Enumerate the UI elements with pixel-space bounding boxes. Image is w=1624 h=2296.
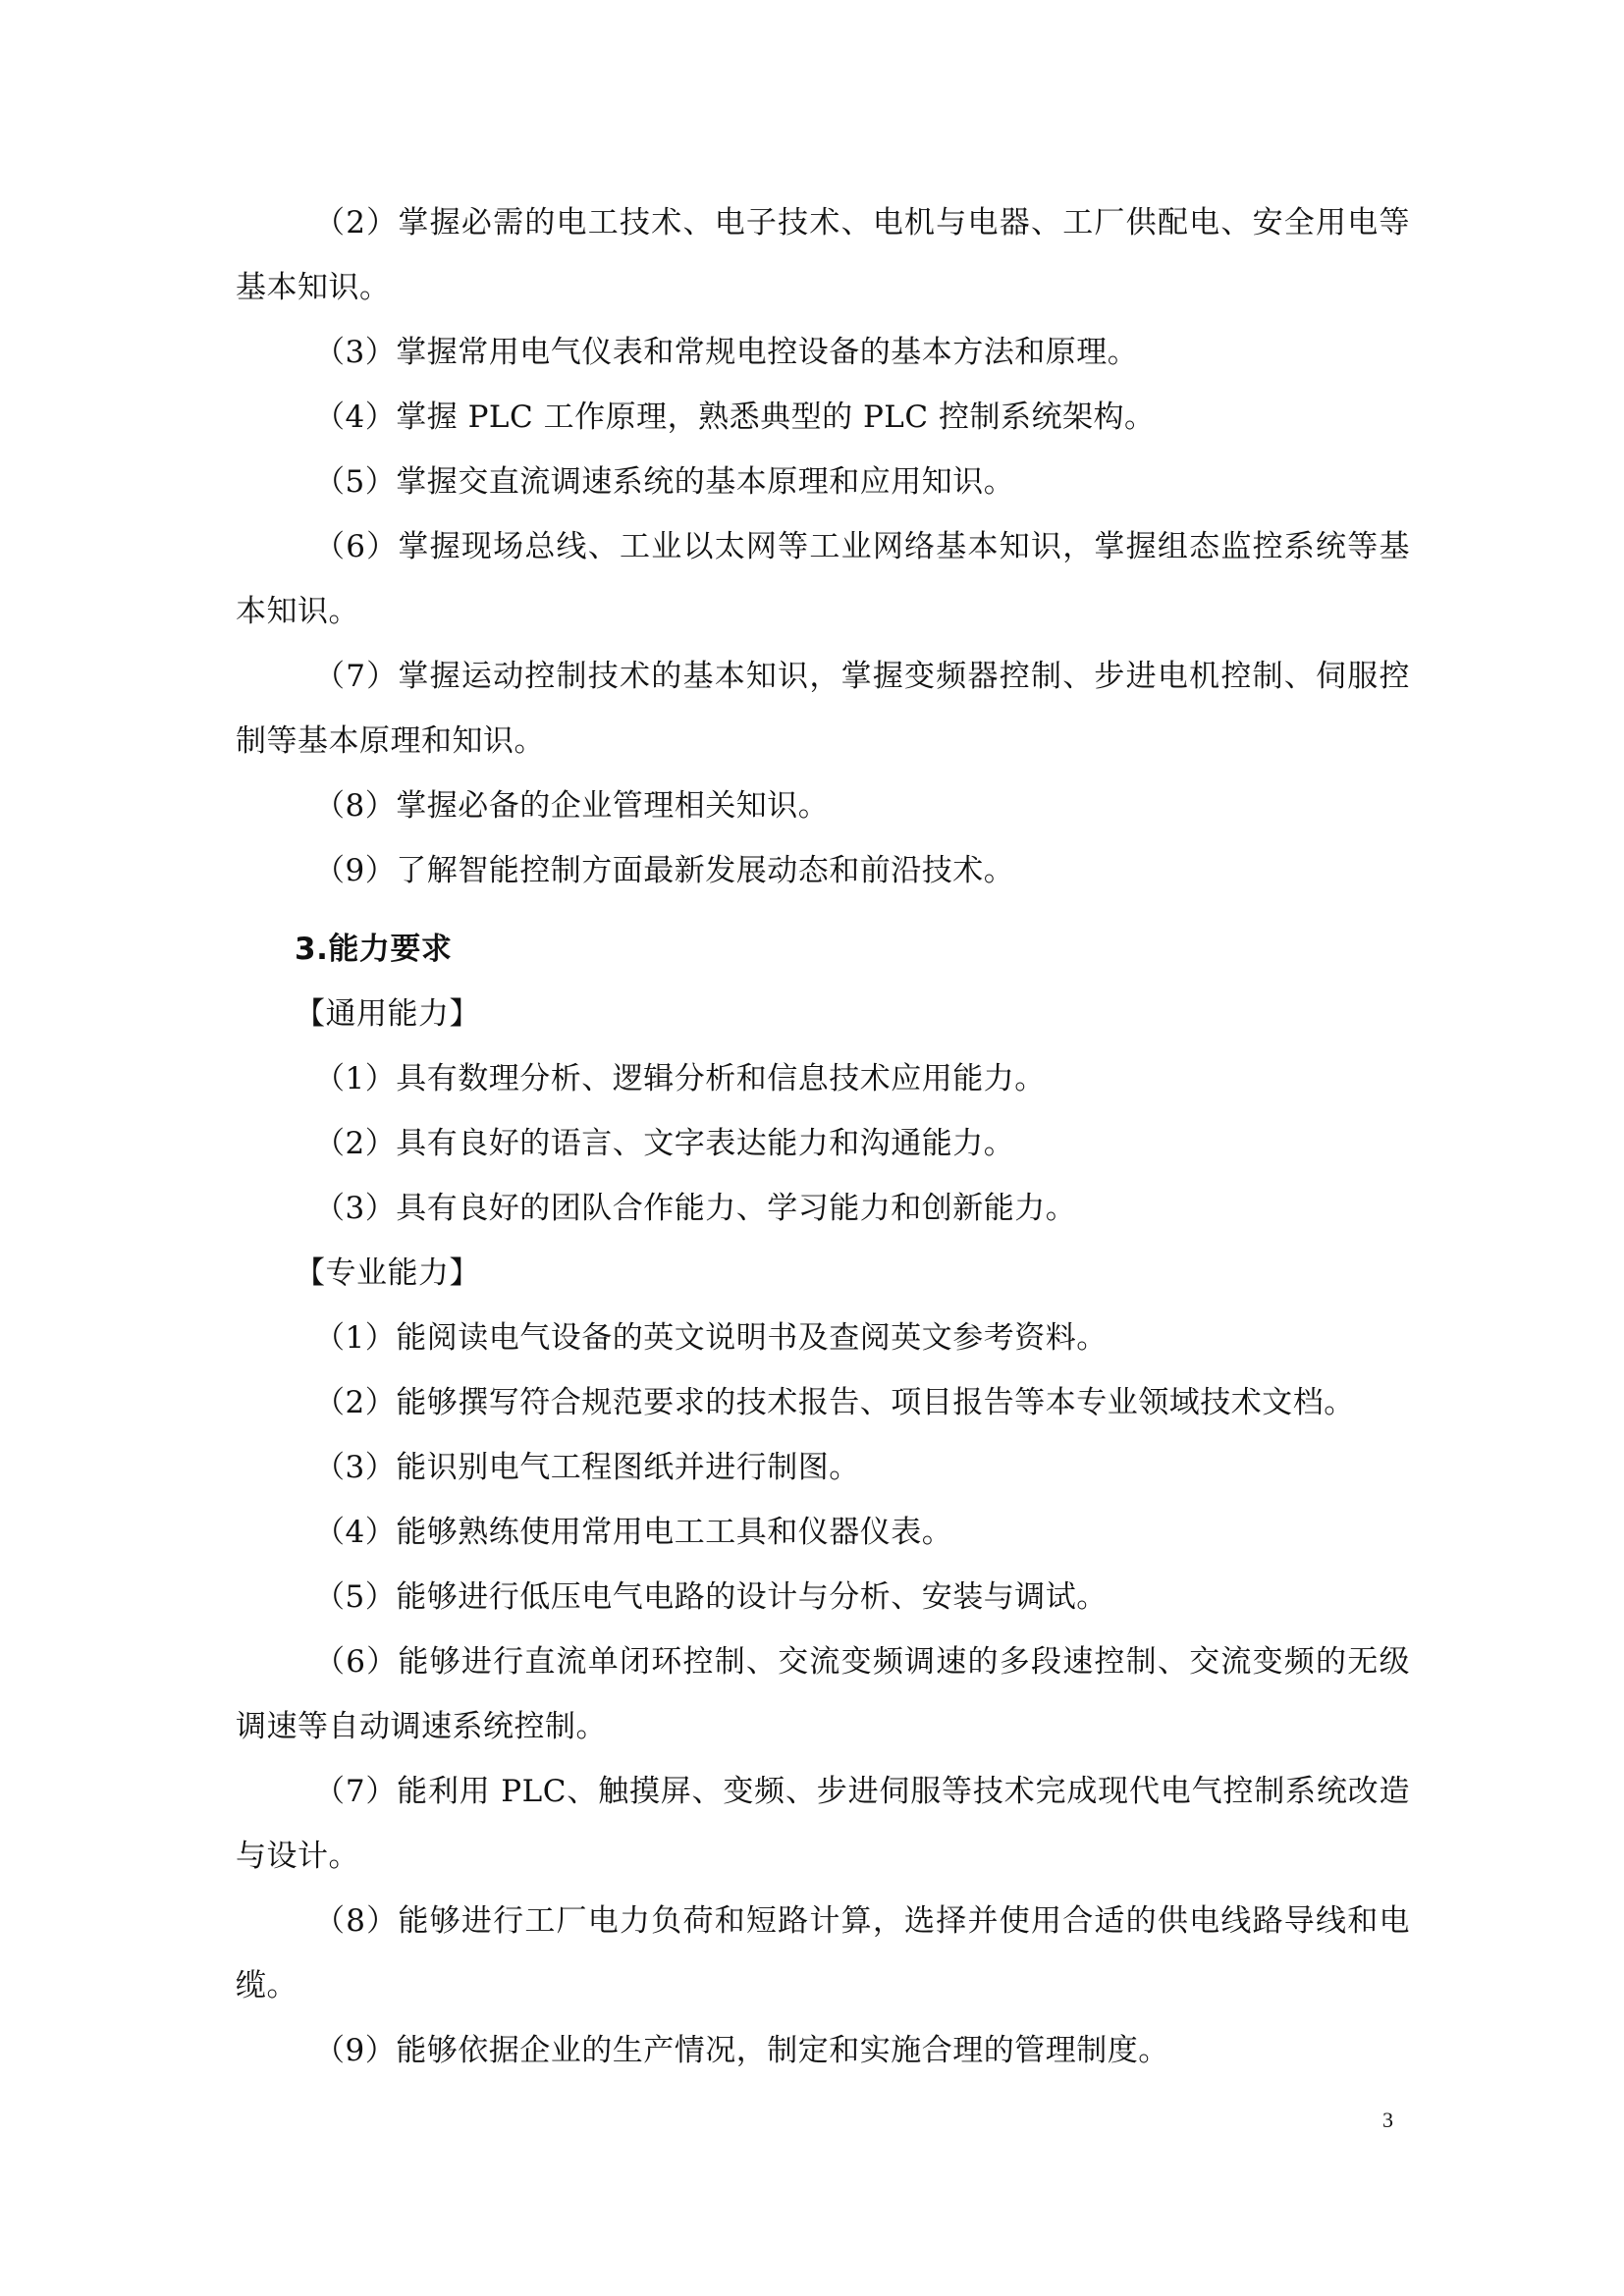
- general-ability-item-3: （3）具有良好的团队合作能力、学习能力和创新能力。: [314, 1191, 1077, 1226]
- professional-ability-item-8: （8）能够进行工厂电力负荷和短路计算，选择并使用合适的供电线路导线和电缆。: [236, 1903, 1410, 2003]
- professional-ability-item-6: （6）能够进行直流单闭环控制、交流变频调速的多段速控制、交流变频的无级调速等自动调速系统控制。: [236, 1644, 1410, 1744]
- professional-ability-item-9: （9）能够依据企业的生产情况，制定和实施合理的管理制度。: [314, 2033, 1169, 2068]
- knowledge-item-9: （9）了解智能控制方面最新发展动态和前沿技术。: [314, 853, 1015, 888]
- professional-ability-item-3: （3）能识别电气工程图纸并进行制图。: [314, 1450, 860, 1485]
- professional-ability-title: 【专业能力】: [295, 1255, 480, 1291]
- knowledge-item-3: （3）掌握常用电气仪表和常规电控设备的基本方法和原理。: [314, 335, 1139, 370]
- general-ability-item-2: （2）具有良好的语言、文字表达能力和沟通能力。: [314, 1126, 1015, 1161]
- page-body: [236, 190, 1410, 2083]
- knowledge-item-8: （8）掌握必备的企业管理相关知识。: [314, 788, 830, 824]
- professional-ability-item-7: （7）能利用 PLC、触摸屏、变频、步进伺服等技术完成现代电气控制系统改造与设计。: [236, 1774, 1410, 1874]
- general-ability-title: 【通用能力】: [295, 996, 480, 1032]
- general-ability-item-1: （1）具有数理分析、逻辑分析和信息技术应用能力。: [314, 1061, 1046, 1096]
- knowledge-item-7: （7）掌握运动控制技术的基本知识，掌握变频器控制、步进电机控制、伺服控制等基本原理和知识。: [236, 659, 1410, 759]
- knowledge-item-2: （2）掌握必需的电工技术、电子技术、电机与电器、工厂供配电、安全用电等基本知识。: [236, 205, 1410, 305]
- professional-ability-item-4: （4）能够熟练使用常用电工工具和仪器仪表。: [314, 1515, 953, 1550]
- professional-ability-item-1: （1）能阅读电气设备的英文说明书及查阅英文参考资料。: [314, 1320, 1108, 1356]
- page-number: 3: [1382, 2108, 1393, 2132]
- professional-ability-item-2: （2）能够撰写符合规范要求的技术报告、项目报告等本专业领域技术文档。: [314, 1385, 1355, 1420]
- knowledge-item-5: （5）掌握交直流调速系统的基本原理和应用知识。: [314, 464, 1015, 500]
- professional-ability-item-5: （5）能够进行低压电气电路的设计与分析、安装与调试。: [314, 1579, 1108, 1615]
- knowledge-item-4: （4）掌握 PLC 工作原理，熟悉典型的 PLC 控制系统架构。: [314, 400, 1156, 435]
- section-heading-ability: 3.能力要求: [295, 932, 453, 967]
- knowledge-item-6: （6）掌握现场总线、工业以太网等工业网络基本知识，掌握组态监控系统等基本知识。: [236, 529, 1410, 629]
